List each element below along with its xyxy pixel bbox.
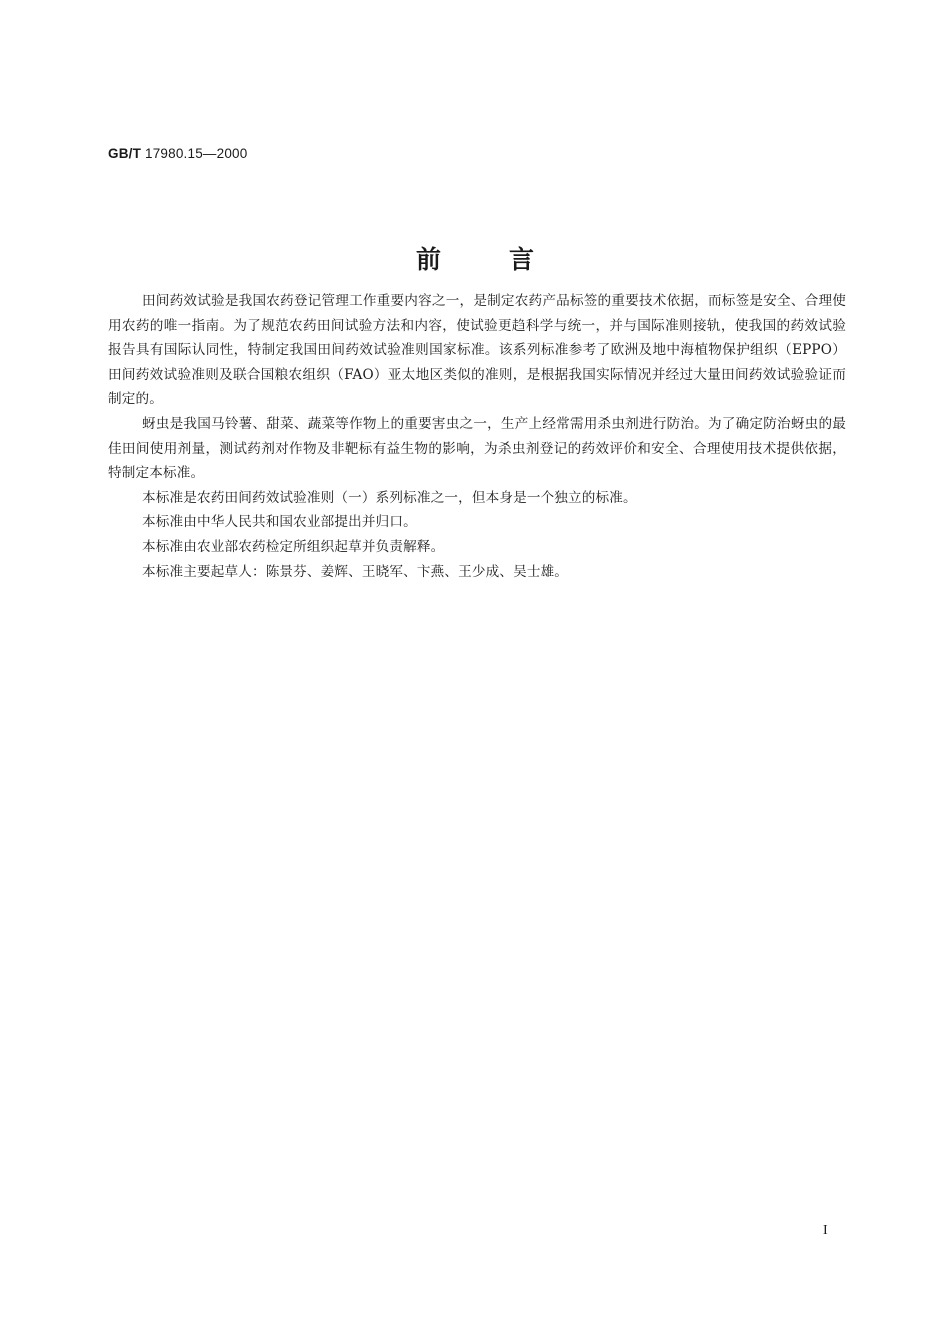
standard-code: [108, 146, 247, 161]
standard-prefix: GB/T: [108, 146, 142, 161]
page-title: 前言: [415, 245, 602, 274]
paragraph-proposer: 本标准由中华人民共和国农业部提出并归口。: [142, 514, 417, 531]
paragraph-drafting-org: 本标准由农业部农药检定所组织起草并负责解释。: [142, 538, 445, 555]
paragraph-aphid: 蚜虫是我国马铃薯、甜菜、蔬菜等作物上的重要害虫之一，生产上经常需用杀虫剂进行防治。为了确定防治蚜虫的最佳田间使用剂量，测试药剂对作物及非靶标有益生物的影响，为杀虫剂登记的药效评价和安全、合理使用技术提供依据，特制定本标准。: [108, 415, 846, 482]
standard-number: 17980.15—2000: [145, 146, 248, 161]
paragraph-intro: 田间药效试验是我国农药登记管理工作重要内容之一，是制定农药产品标签的重要技术依据，而标签是安全、合理使用农药的唯一指南。为了规范农药田间试验方法和内容，使试验更趋科学与统一，并与国际准则接轨，使我国的药效试验报告具有国际认同性，特制定我国田间药效试验准则国家标准。该系列标准参考了欧洲及地中海植物保护组织（EPPO）田间药效试验准则及联合国粮农组织（FAO）亚太地区类似的准则，是根据我国实际情况并经过大量田间药效试验验证而制定的。: [108, 293, 846, 408]
paragraph-series: 本标准是农药田间药效试验准则（一）系列标准之一，但本身是一个独立的标准。: [142, 489, 637, 506]
page-number: I: [823, 1223, 828, 1238]
paragraph-drafters: 本标准主要起草人：陈景芬、姜辉、王晓军、卞燕、王少成、吴士雄。: [142, 563, 569, 580]
foreword-body: [108, 289, 846, 584]
